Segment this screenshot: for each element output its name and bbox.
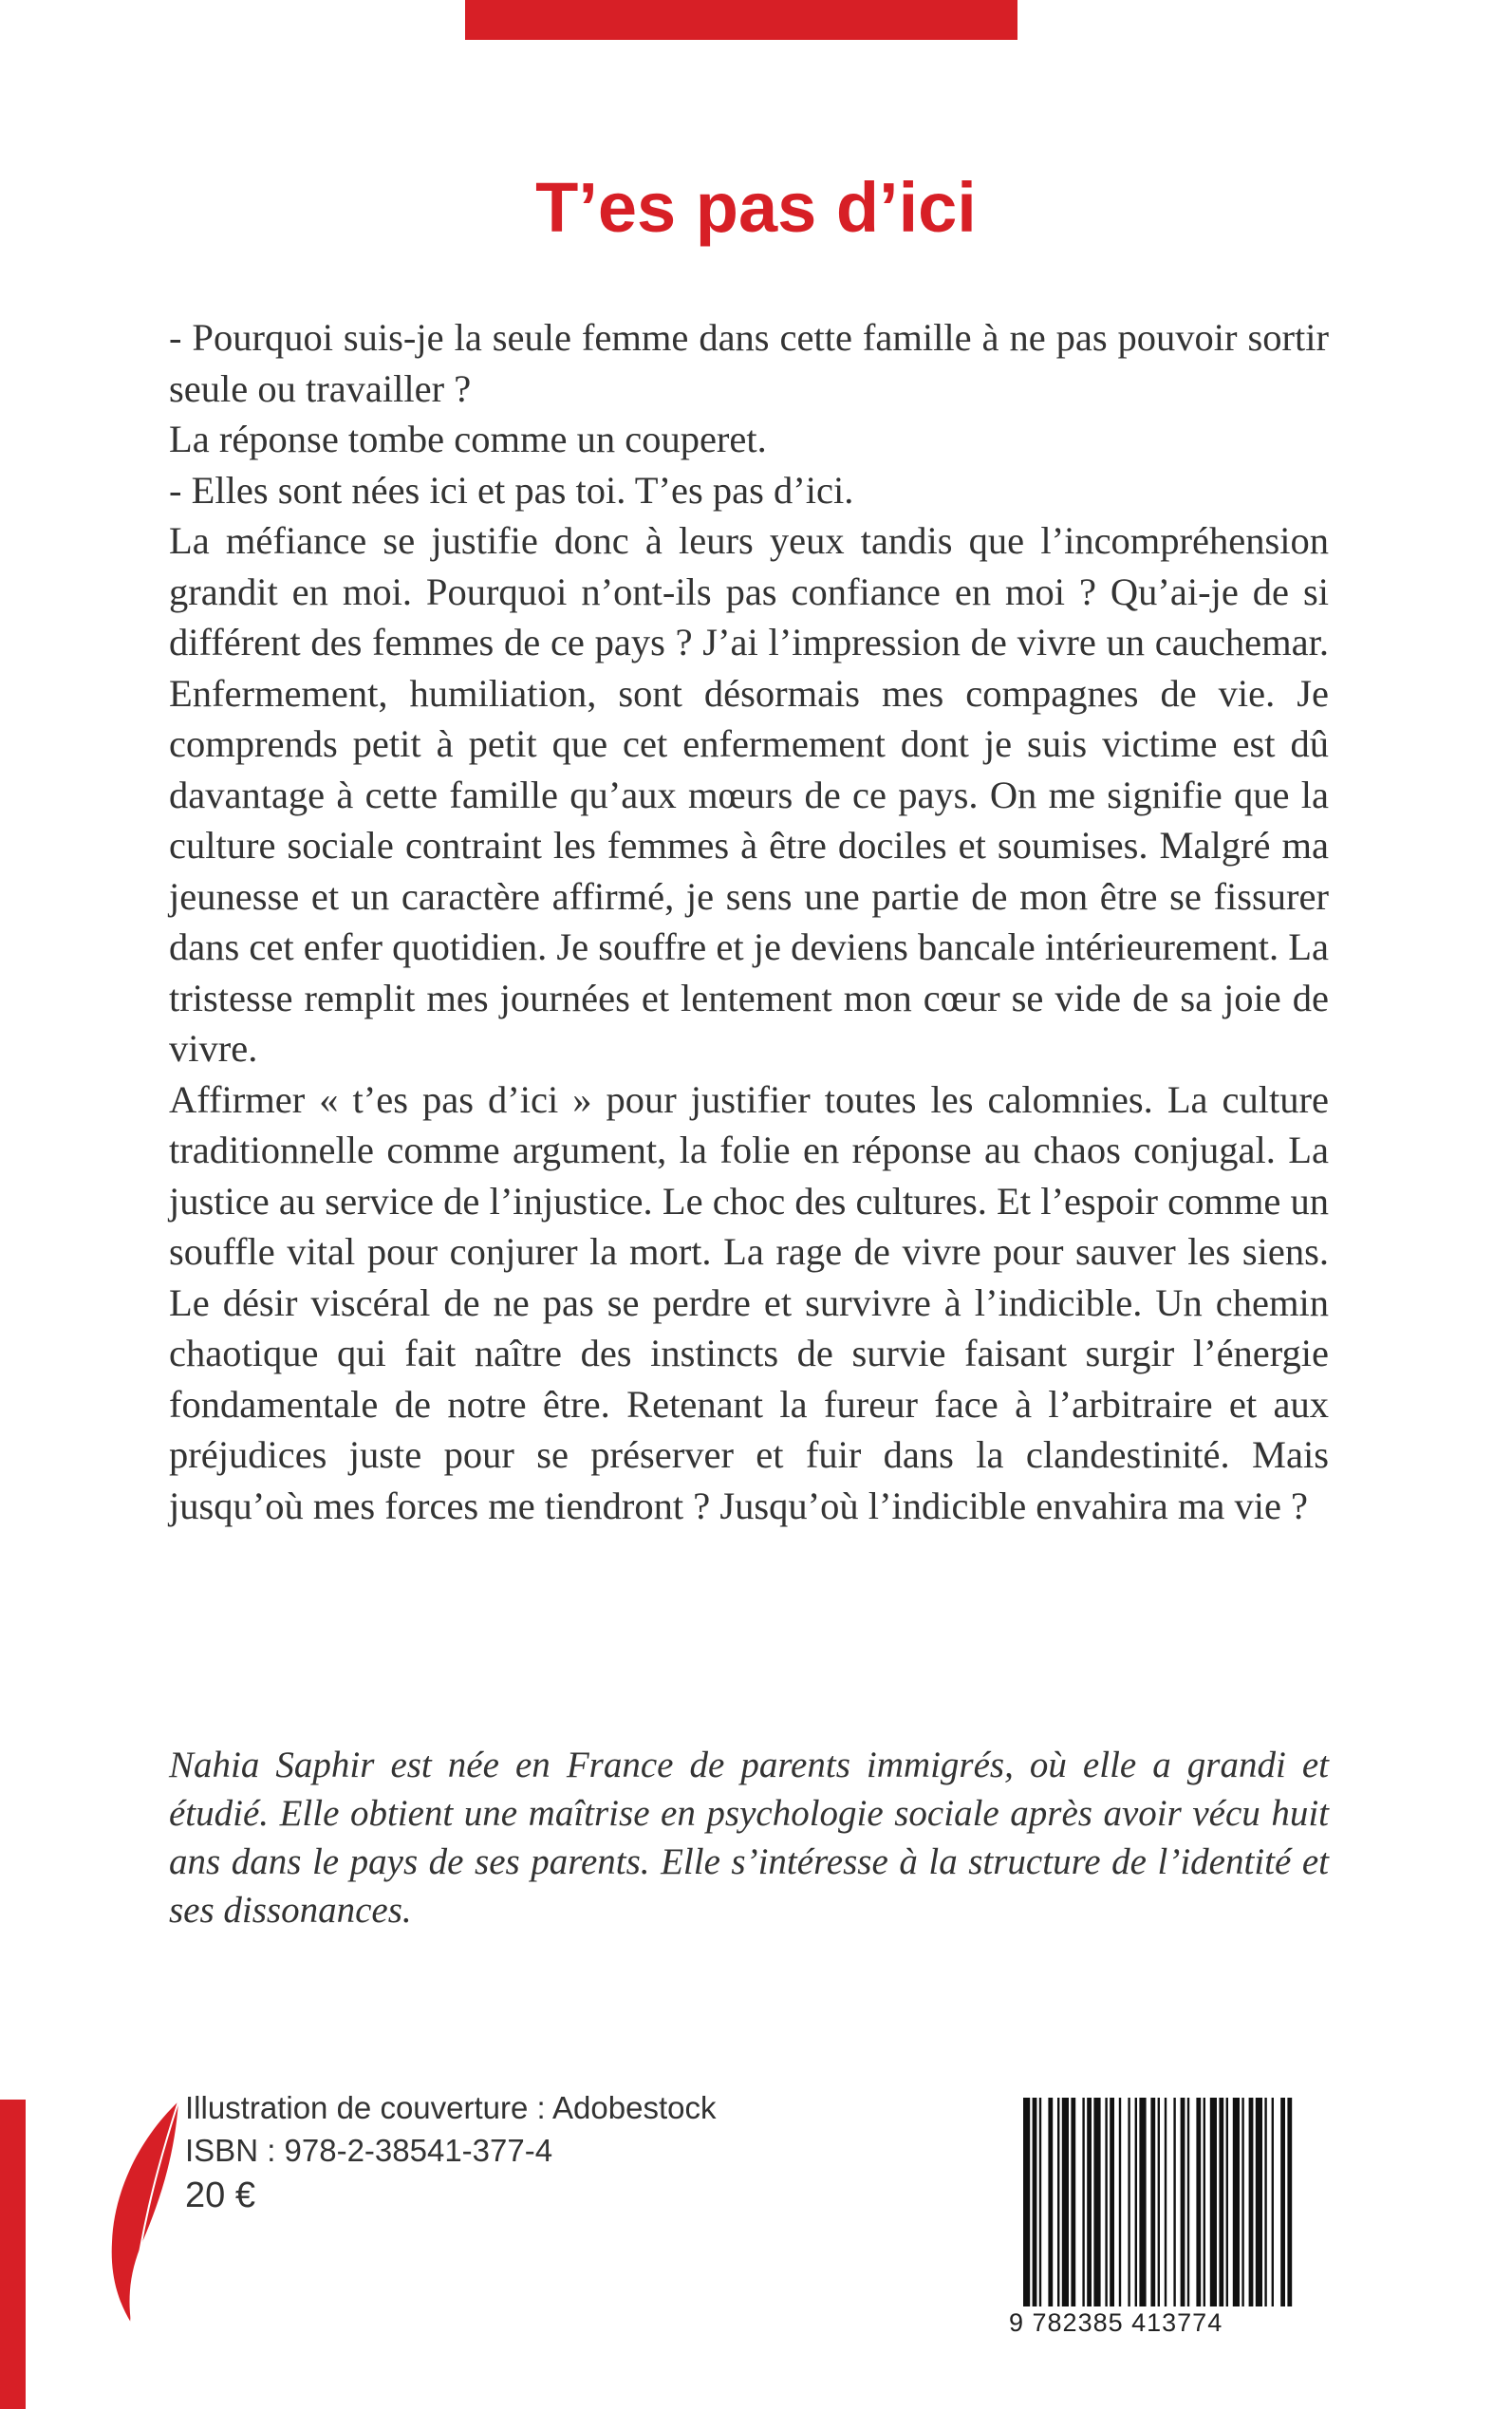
- side-accent-bar: [0, 2100, 26, 2409]
- credits-block: [185, 2086, 717, 2219]
- barcode-icon: [1023, 2098, 1336, 2306]
- price-text: 20 €: [185, 2176, 255, 2215]
- synopsis-paragraph: Affirmer « t’es pas d’ici » pour justifier toutes les calomnies. La culture traditionnelle comme argument, la folie en réponse au chaos conjugal. La justice au service de l’injustice. Le choc des cultures. Et l’espoir comme un souffle vital pour conjurer la mort. La rage de vivre pour sauver les siens. Le désir viscéral de ne pas se perdre et survivre à l’indicible. Un chemin chaotique qui fait naître des instincts de survie faisant surgir l’énergie fondamentale de notre être. Retenant la fureur face à l’arbitraire et aux préjudices juste pour se préserver et fuir dans la clandestinité. Mais jusqu’où mes forces me tiendront ? Jusqu’où l’indicible envahira ma vie ?: [169, 1077, 1329, 1527]
- isbn-text: ISBN : 978-2-38541-377-4: [185, 2133, 553, 2168]
- synopsis-paragraph: - Elles sont nées ici et pas toi. T’es pas d’ici.: [169, 468, 854, 512]
- synopsis-paragraph: La méfiance se justifie donc à leurs yeux tandis que l’incompréhension grandit en moi. Pourquoi n’ont-ils pas confiance en moi ? Qu’ai-je de si différent des femmes de ce pays ? J’ai l’impression de vivre un cauchemar. Enfermement, humiliation, sont désormais mes compagnes de vie. Je comprends petit à petit que cet enfermement dont je suis victime est dû davantage à cette famille qu’aux mœurs de ce pays. On me signifie que la culture sociale contraint les femmes à être dociles et soumises. Malgré ma jeunesse et un caractère affirmé, je sens une partie de mon être se fissurer dans cet enfer quotidien. Je souffre et je deviens bancale intérieurement. La tristesse remplit mes journées et lentement mon cœur se vide de sa joie de vivre.: [169, 519, 1329, 1070]
- synopsis-paragraph: La réponse tombe comme un couperet.: [169, 418, 767, 460]
- barcode-number: 9 782385 413774: [1009, 2308, 1223, 2337]
- feather-icon: [103, 2100, 183, 2327]
- synopsis: [169, 312, 1329, 1531]
- illustration-credit: Illustration de couverture : Adobestock: [185, 2090, 717, 2125]
- top-accent-bar: [465, 0, 1017, 40]
- author-bio: Nahia Saphir est née en France de parents immigrés, où elle a grandi et étudié. Elle obtient une maîtrise en psychologie sociale après avoir vécu huit ans dans le pays de ses parents. Elle s’intéresse à la structure de l’identité et ses dissonances.: [169, 1745, 1329, 1931]
- book-title: T’es pas d’ici: [535, 168, 977, 247]
- synopsis-paragraph: - Pourquoi suis-je la seule femme dans cette famille à ne pas pouvoir sortir seule ou travailler ?: [169, 316, 1329, 410]
